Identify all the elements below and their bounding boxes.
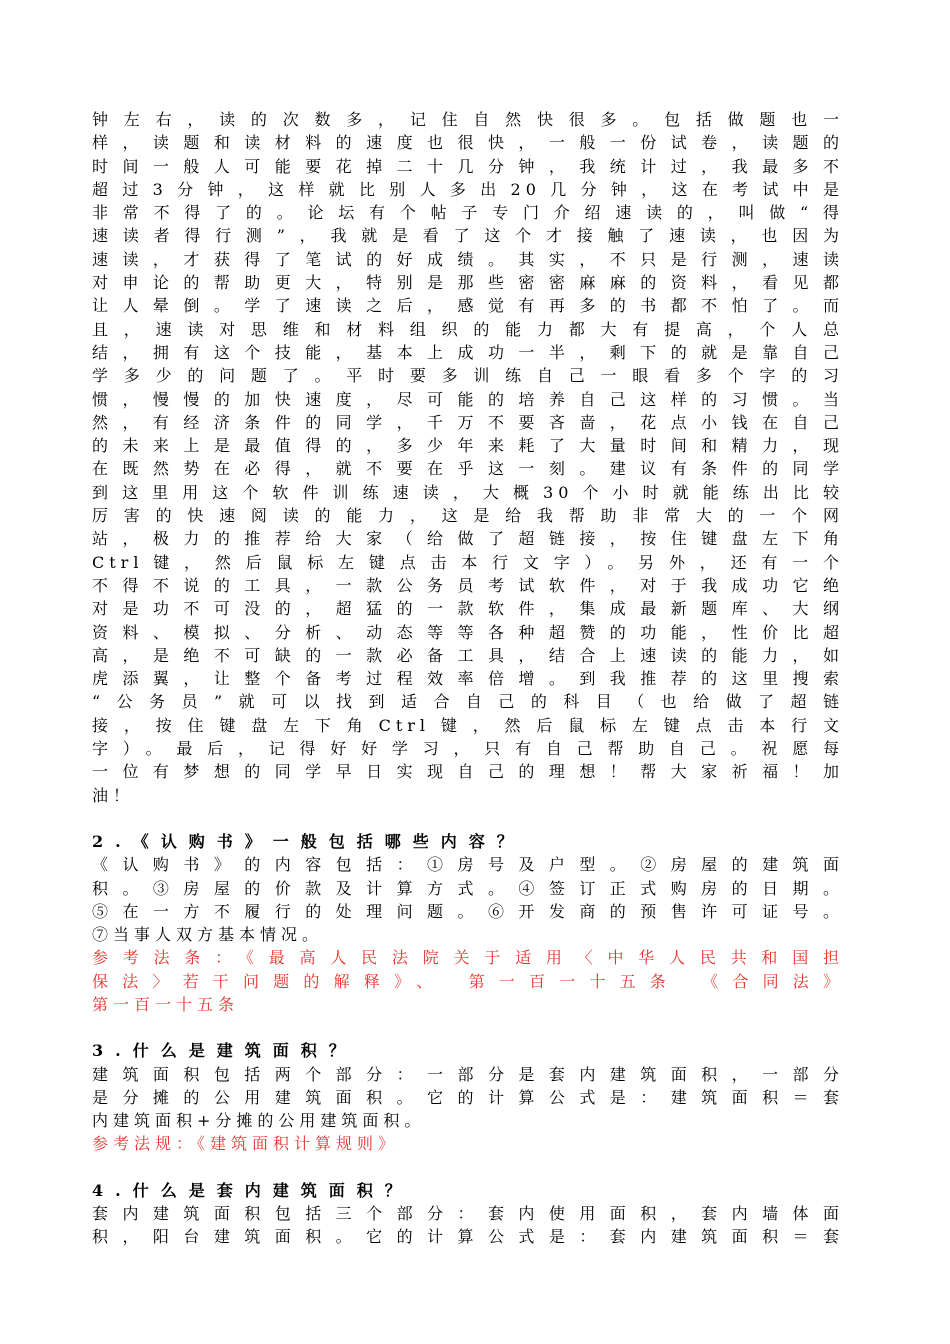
intro-line: 一位有梦想的同学早日实现自己的理想！帮大家祈福！加: [92, 762, 844, 782]
section-reference-line: 保法〉若干问题的解释》、 第一百一十五条 《合同法》: [92, 971, 844, 991]
section-body: [92, 1063, 844, 1133]
intro-line: 结，拥有这个技能，基本上成功一半，剩下的就是靠自己: [92, 342, 844, 362]
intro-line: “公务员”就可以找到适合自己的科目（也给做了超链: [92, 692, 844, 712]
intro-line: 接，按住键盘左下角Ctrl键，然后鼠标左键点击本行文: [92, 715, 844, 735]
section-body-line: 套内建筑面积包括三个部分：套内使用面积，套内墙体面: [92, 1204, 844, 1224]
section-heading: 2.《认购书》一般包括哪些内容？: [92, 831, 525, 851]
section-reference: [92, 1132, 844, 1155]
intro-line: 速读者得行测”，我就是看了这个才接触了速读，也因为: [92, 226, 844, 246]
intro-line: 高，是绝不可缺的一款必备工具，结合上速读的能力，如: [92, 645, 844, 665]
section-body: [92, 1202, 844, 1249]
intro-line: 站，极力的推荐给大家（给做了超链接，按住键盘左下角: [92, 529, 844, 549]
section-body: [92, 853, 844, 946]
section-body-line: ⑤在一方不履行的处理问题。⑥开发商的预售许可证号。: [92, 901, 844, 921]
intro-line: 在既然势在必得，就不要在乎这一刻。建议有条件的同学: [92, 459, 844, 479]
intro-line: 非常不得了的。论坛有个帖子专门介绍速读的，叫做“得: [92, 203, 844, 223]
intro-line: 钟左右，读的次数多，记住自然快很多。包括做题也一: [92, 110, 844, 129]
intro-line: 厉害的快速阅读的能力，这是给我帮助非常大的一个网: [92, 506, 844, 526]
section-body-line: 建筑面积包括两个部分：一部分是套内建筑面积，一部分: [92, 1064, 844, 1084]
intro-line: 然，有经济条件的同学，千万不要吝啬，花点小钱在自己: [92, 412, 844, 432]
intro-line: 不得不说的工具，一款公务员考试软件，对于我成功它绝: [92, 575, 844, 595]
intro-line: 时间一般人可能要花掉二十几分钟，我统计过，我最多不: [92, 156, 844, 176]
intro-line: 虎添翼，让整个备考过程效率倍增。到我推荐的这里搜索: [92, 669, 844, 689]
section-body-line: 积，阳台建筑面积。它的计算公式是：套内建筑面积＝套: [92, 1227, 844, 1247]
intro-line: 让人晕倒。学了速读之后，感觉有再多的书都不怕了。而: [92, 296, 844, 316]
intro-line: 的未来上是最值得的，多少年来耗了大量时间和精力，现: [92, 436, 844, 456]
section-heading: 4.什么是套内建筑面积？: [92, 1180, 413, 1200]
section-body-line: 内建筑面积+分摊的公用建筑面积。: [92, 1111, 426, 1131]
intro-line: 样，读题和读材料的速度也很快，一般一份试卷，读题的: [92, 133, 844, 153]
section-body-line: 是分摊的公用建筑面积。它的计算公式是：建筑面积＝套: [92, 1087, 844, 1107]
intro-line: 资料、模拟、分析、动态等等各种超赞的功能，性价比超: [92, 622, 844, 642]
section-reference-line: 参考法规：《建筑面积计算规则》: [92, 1134, 400, 1154]
section-body-line: 积。③房屋的价款及计算方式。④签订正式购房的日期。: [92, 878, 844, 898]
section-body-line: 《认购书》的内容包括：①房号及户型。②房屋的建筑面: [92, 855, 844, 875]
intro-line: 对是功不可没的，超猛的一款软件，集成最新题库、大纲: [92, 599, 844, 619]
intro-line: 超过3分钟，这样就比别人多出20几分钟，这在考试中是: [92, 179, 844, 199]
intro-line: 对申论的帮助更大，特别是那些密密麻麻的资料，看见都: [92, 273, 844, 293]
intro-line: 且，速读对思维和材料组织的能力都大有提高，个人总: [92, 319, 844, 339]
intro-line: 速读，才获得了笔试的好成绩。其实，不只是行测，速读: [92, 249, 844, 269]
intro-line: Ctrl键，然后鼠标左键点击本行文字）。另外，还有一个: [92, 552, 844, 572]
section-reference: [92, 946, 844, 1016]
section-reference-line: 参考法条：《最高人民法院关于适用〈中华人民共和国担: [92, 948, 844, 968]
section-body-line: ⑦当事人双方基本情况。: [92, 925, 324, 945]
intro-paragraph: [92, 108, 844, 807]
section-heading: 3.什么是建筑面积？: [92, 1041, 357, 1061]
intro-line: 惯，慢慢的加快速度，尽可能的培养自己这样的习惯。当: [92, 389, 844, 409]
intro-line: 学多少的问题了。平时要多训练自己一眼看多个字的习: [92, 366, 844, 386]
section-reference-line: 第一百一十五条: [92, 994, 240, 1014]
intro-line: 油！: [92, 785, 135, 805]
sections-container: [92, 830, 844, 1249]
intro-line: 字）。最后，记得好好学习，只有自己帮助自己。祝愿每: [92, 739, 844, 759]
intro-line: 到这里用这个软件训练速读，大概30个小时就能练出比较: [92, 482, 844, 502]
